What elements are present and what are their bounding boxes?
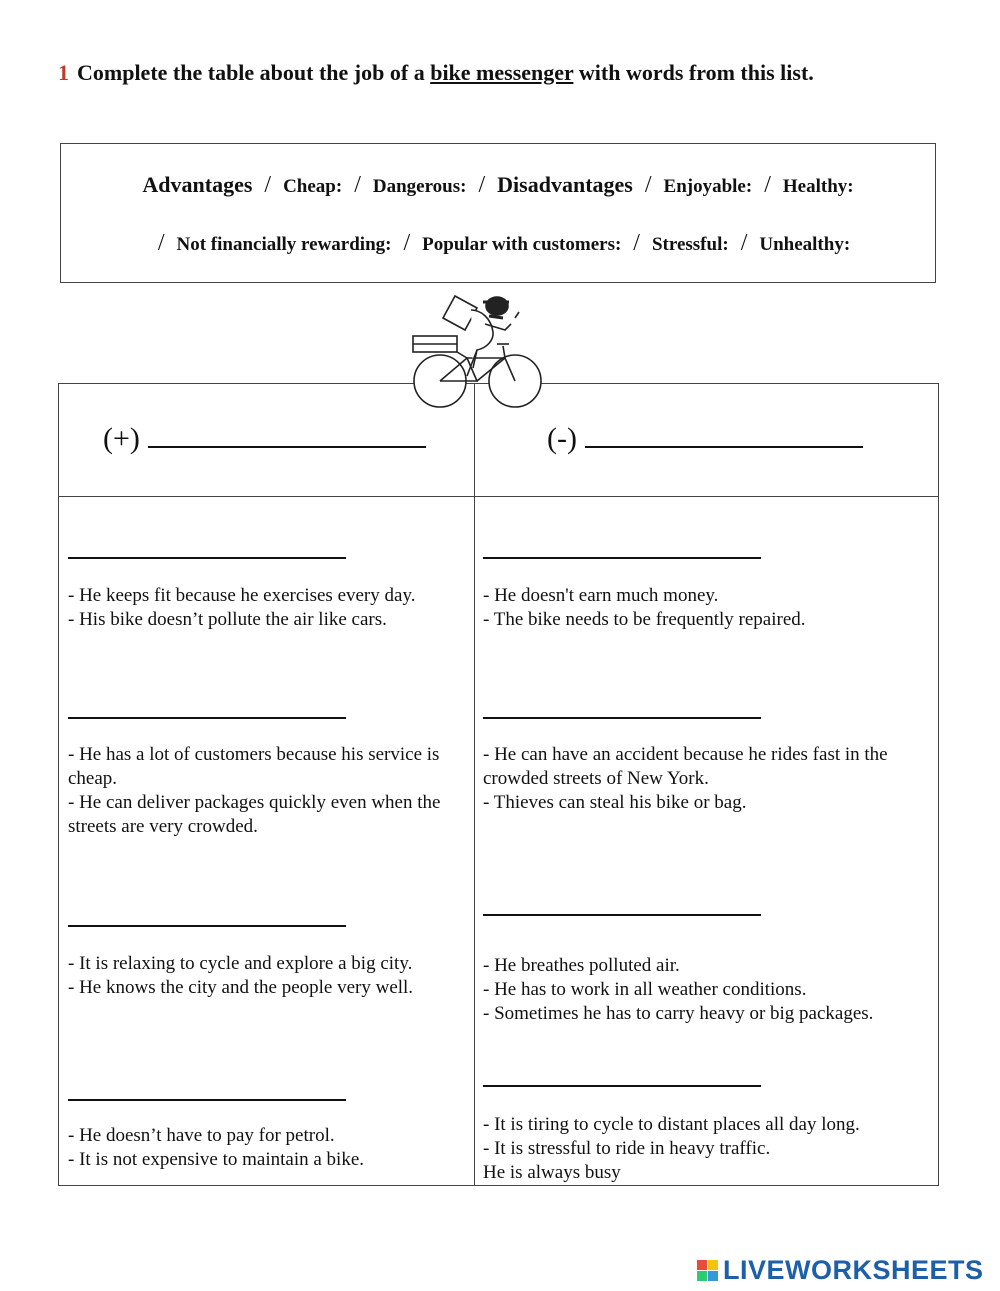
plus-sign: (+) (103, 422, 140, 455)
advantage-reasons-2 (68, 743, 468, 839)
reason-line: - He knows the city and the people very well. (68, 977, 414, 998)
advantage-answer-blank-1[interactable] (68, 555, 346, 559)
separator: / (764, 172, 771, 198)
advantage-answer-blank-4[interactable] (68, 1097, 346, 1101)
reason-line: - It is not expensive to maintain a bike. (68, 1149, 365, 1170)
separator: / (354, 172, 361, 198)
disadvantage-answer-blank-4[interactable] (483, 1083, 761, 1087)
word-option[interactable]: Not financially rewarding: (176, 234, 392, 255)
disadvantage-reasons-3 (483, 954, 931, 1026)
reason-line: - He has to work in all weather conditions. (483, 979, 807, 1000)
disadvantages-header-blank[interactable] (585, 420, 863, 448)
disadvantage-answer-blank-1[interactable] (483, 555, 761, 559)
disadvantage-answer-blank-2[interactable] (483, 715, 761, 719)
logo-text: LIVEWORKSHEETS (723, 1255, 984, 1285)
word-option[interactable]: Stressful: (651, 234, 729, 255)
reason-line: - Thieves can steal his bike or bag. (483, 792, 747, 813)
word-option[interactable]: Dangerous: (372, 176, 467, 197)
word-option[interactable]: Enjoyable: (663, 176, 753, 197)
reason-line: - He keeps fit because he exercises every day. (68, 585, 416, 606)
disadvantage-answer-blank-3[interactable] (483, 912, 761, 916)
disadvantages-header (547, 420, 863, 456)
instruction-text-after: with words from this list. (573, 60, 814, 85)
word-option[interactable]: Cheap: (283, 176, 343, 197)
liveworksheets-logo (697, 1255, 984, 1286)
reason-line: - He doesn’t have to pay for petrol. (68, 1125, 335, 1146)
reason-line: - His bike doesn’t pollute the air like cars. (68, 609, 387, 630)
separator: / (264, 172, 272, 198)
separator: / (644, 172, 652, 198)
reason-line: - It is stressful to ride in heavy traffic. (483, 1138, 771, 1159)
advantage-answer-blank-2[interactable] (68, 715, 346, 719)
disadvantage-reasons-2 (483, 743, 931, 815)
reason-line: - He doesn't earn much money. (483, 585, 719, 606)
word-option[interactable]: Unhealthy: (759, 234, 851, 255)
reason-line: - It is relaxing to cycle and explore a big city. (68, 953, 413, 974)
advantage-answer-blank-3[interactable] (68, 923, 346, 927)
table-divider-horizontal (58, 496, 939, 497)
separator: / (403, 230, 411, 256)
bike-messenger-illustration (405, 288, 550, 410)
table-divider-vertical (474, 383, 475, 1186)
advantage-reasons-4 (68, 1124, 468, 1172)
separator: / (157, 230, 165, 256)
reason-line: - The bike needs to be frequently repaired. (483, 609, 806, 630)
question-number: 1 (58, 60, 69, 85)
disadvantage-reasons-1 (483, 584, 931, 632)
disadvantage-reasons-4 (483, 1113, 931, 1185)
logo-blocks-icon (697, 1260, 719, 1282)
instruction-title (58, 60, 814, 86)
reason-line: - He can deliver packages quickly even when the streets are very crowded. (68, 792, 441, 837)
word-option[interactable]: Advantages (142, 172, 253, 197)
separator: / (740, 230, 748, 256)
reason-line: He is always busy (483, 1162, 621, 1183)
word-option[interactable]: Popular with customers: (422, 234, 622, 255)
word-list-row-1 (61, 172, 935, 199)
minus-sign: (-) (547, 422, 577, 455)
word-option[interactable]: Disadvantages (497, 172, 633, 197)
advantage-reasons-1 (68, 584, 468, 632)
reason-line: - He breathes polluted air. (483, 955, 680, 976)
instruction-underlined: bike messenger (430, 60, 574, 85)
separator: / (633, 230, 640, 256)
reason-line: - Sometimes he has to carry heavy or big packages. (483, 1003, 874, 1024)
reason-line: - He can have an accident because he rides fast in the crowded streets of New York. (483, 744, 888, 789)
reason-line: - It is tiring to cycle to distant places all day long. (483, 1114, 860, 1135)
separator: / (478, 172, 486, 198)
advantage-reasons-3 (68, 952, 468, 1000)
advantages-header (103, 420, 426, 456)
instruction-text-before: Complete the table about the job of a (77, 60, 431, 85)
word-list-row-2 (61, 230, 935, 257)
reason-line: - He has a lot of customers because his service is cheap. (68, 744, 440, 789)
word-option[interactable]: Healthy: (782, 176, 854, 197)
word-list-box (60, 143, 936, 283)
advantages-header-blank[interactable] (148, 420, 426, 448)
